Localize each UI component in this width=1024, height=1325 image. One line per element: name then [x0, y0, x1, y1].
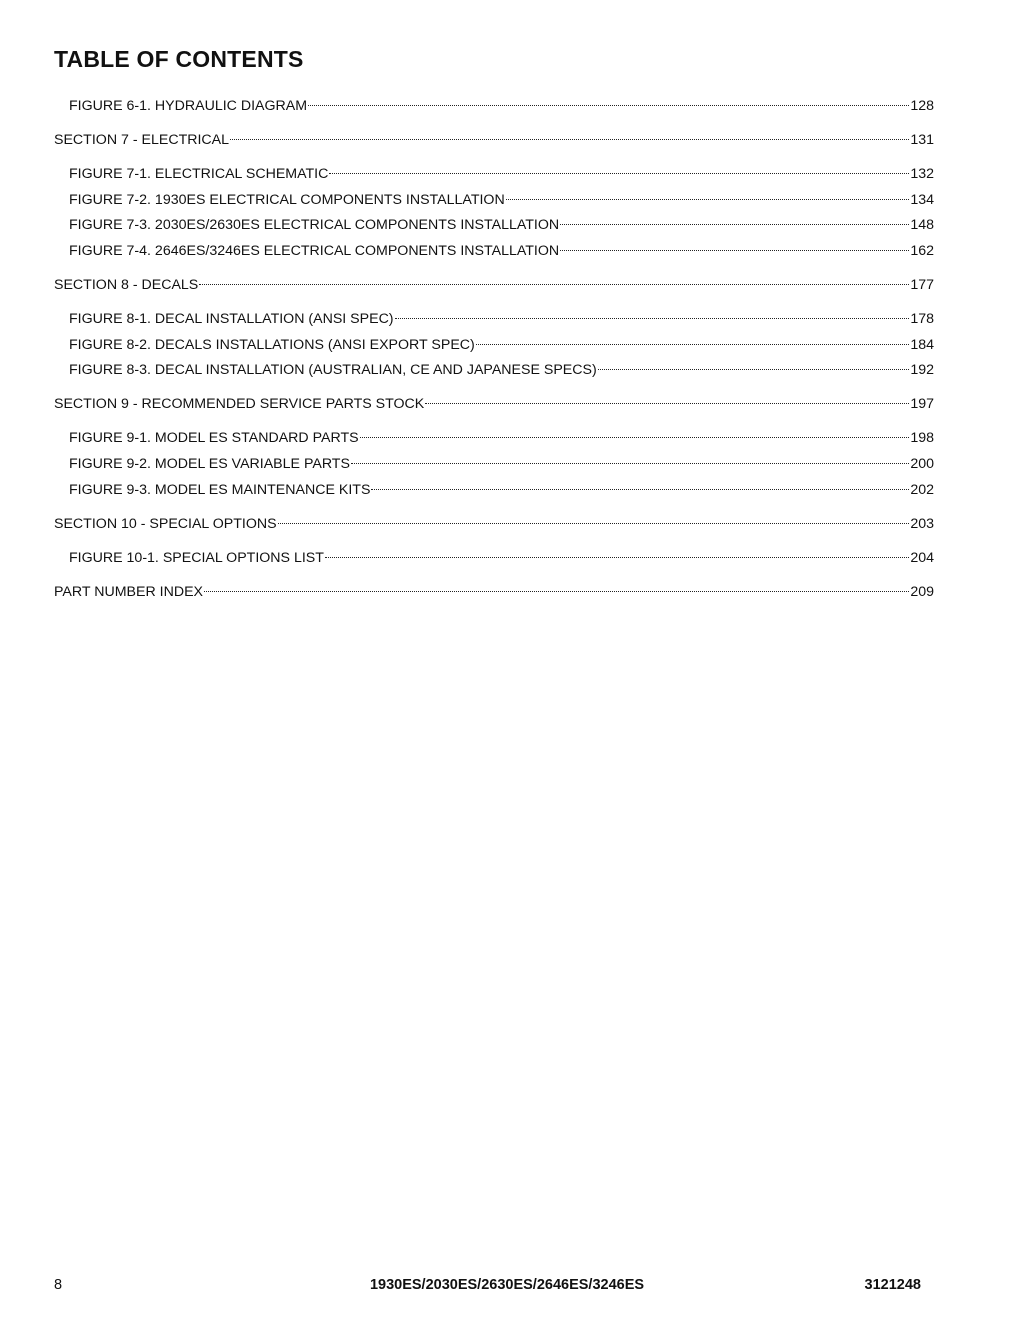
toc-entry[interactable]: [54, 474, 934, 498]
toc-entry[interactable]: [54, 209, 934, 233]
toc-entry-label: FIGURE 9-1. MODEL ES STANDARD PARTS: [69, 430, 359, 446]
dot-leader: [325, 542, 909, 562]
toc-entry-page: 203: [910, 516, 934, 532]
toc-entry-label: FIGURE 8-2. DECALS INSTALLATIONS (ANSI EXPORT SPEC): [69, 337, 475, 353]
toc-entry[interactable]: [54, 448, 934, 472]
toc-entry-page: 178: [910, 311, 934, 327]
toc-entry-page: 128: [910, 98, 934, 114]
toc-entry[interactable]: [54, 303, 934, 327]
dot-leader: [204, 576, 909, 596]
toc-entry-label: FIGURE 8-1. DECAL INSTALLATION (ANSI SPEC): [69, 311, 394, 327]
footer-page-number: 8: [54, 1277, 63, 1293]
toc-entry[interactable]: [54, 542, 934, 566]
toc-entry-page: 204: [910, 550, 934, 566]
dot-leader: [371, 474, 909, 494]
toc-entry-label: FIGURE 6-1. HYDRAULIC DIAGRAM: [69, 98, 308, 114]
dot-leader: [230, 124, 909, 144]
toc-entry-label: SECTION 9 - RECOMMENDED SERVICE PARTS STOCK: [54, 396, 425, 412]
dot-leader: [351, 448, 909, 468]
toc-entry-page: 148: [910, 217, 934, 233]
toc-entry-label: FIGURE 7-3. 2030ES/2630ES ELECTRICAL COMPONENTS INSTALLATION: [69, 217, 560, 233]
toc-entry-page: 202: [910, 482, 934, 498]
toc-entry[interactable]: [54, 576, 934, 600]
toc-entry-page: 192: [910, 362, 934, 378]
toc-entry[interactable]: [54, 90, 934, 114]
toc-entry-label: FIGURE 7-1. ELECTRICAL SCHEMATIC: [69, 166, 329, 182]
toc-entry-page: 197: [910, 396, 934, 412]
dot-leader: [329, 158, 909, 178]
toc-entry[interactable]: [54, 422, 934, 446]
toc-entry[interactable]: [54, 508, 934, 532]
dot-leader: [308, 90, 909, 110]
toc-entry-label: SECTION 10 - SPECIAL OPTIONS: [54, 516, 277, 532]
toc-entry-page: 134: [910, 192, 934, 208]
toc-entry[interactable]: [54, 354, 934, 378]
toc-entry-page: 209: [910, 584, 934, 600]
toc-entry-page: 131: [910, 132, 934, 148]
toc-entry-label: SECTION 7 - ELECTRICAL: [54, 132, 230, 148]
toc-entry-page: 200: [910, 456, 934, 472]
toc-entry[interactable]: [54, 388, 934, 412]
dot-leader: [598, 354, 910, 374]
dot-leader: [560, 235, 909, 255]
toc-entry[interactable]: [54, 158, 934, 182]
toc-entry[interactable]: [54, 184, 934, 208]
toc-entry-page: 184: [910, 337, 934, 353]
dot-leader: [560, 209, 909, 229]
dot-leader: [278, 508, 910, 528]
toc-entry-page: 198: [910, 430, 934, 446]
toc-entry-label: PART NUMBER INDEX: [54, 584, 203, 600]
toc-entry-page: 132: [910, 166, 934, 182]
toc-entry-label: FIGURE 10-1. SPECIAL OPTIONS LIST: [69, 550, 324, 566]
toc-entry[interactable]: [54, 269, 934, 293]
toc-entry-label: FIGURE 9-3. MODEL ES MAINTENANCE KITS: [69, 482, 371, 498]
toc-entry-label: FIGURE 9-2. MODEL ES VARIABLE PARTS: [69, 456, 350, 472]
footer-document-number: 3121248: [864, 1277, 921, 1293]
dot-leader: [506, 184, 910, 204]
toc-entry-label: SECTION 8 - DECALS: [54, 277, 199, 293]
toc-entry-page: 162: [910, 243, 934, 259]
dot-leader: [360, 422, 910, 442]
toc-entry-label: FIGURE 7-2. 1930ES ELECTRICAL COMPONENTS INSTALLATION: [69, 192, 505, 208]
toc-entry-label: FIGURE 7-4. 2646ES/3246ES ELECTRICAL COMPONENTS INSTALLATION: [69, 243, 560, 259]
toc-entry[interactable]: [54, 124, 934, 148]
toc-entry[interactable]: [54, 235, 934, 259]
toc-entry-page: 177: [910, 277, 934, 293]
dot-leader: [476, 329, 910, 349]
dot-leader: [425, 388, 909, 408]
footer-model-list: 1930ES/2030ES/2630ES/2646ES/3246ES: [369, 1277, 645, 1293]
page-title: TABLE OF CONTENTS: [54, 46, 304, 72]
toc-entry[interactable]: [54, 329, 934, 353]
toc-entry-label: FIGURE 8-3. DECAL INSTALLATION (AUSTRALIAN, CE AND JAPANESE SPECS): [69, 362, 597, 378]
dot-leader: [199, 269, 909, 289]
dot-leader: [395, 303, 910, 323]
